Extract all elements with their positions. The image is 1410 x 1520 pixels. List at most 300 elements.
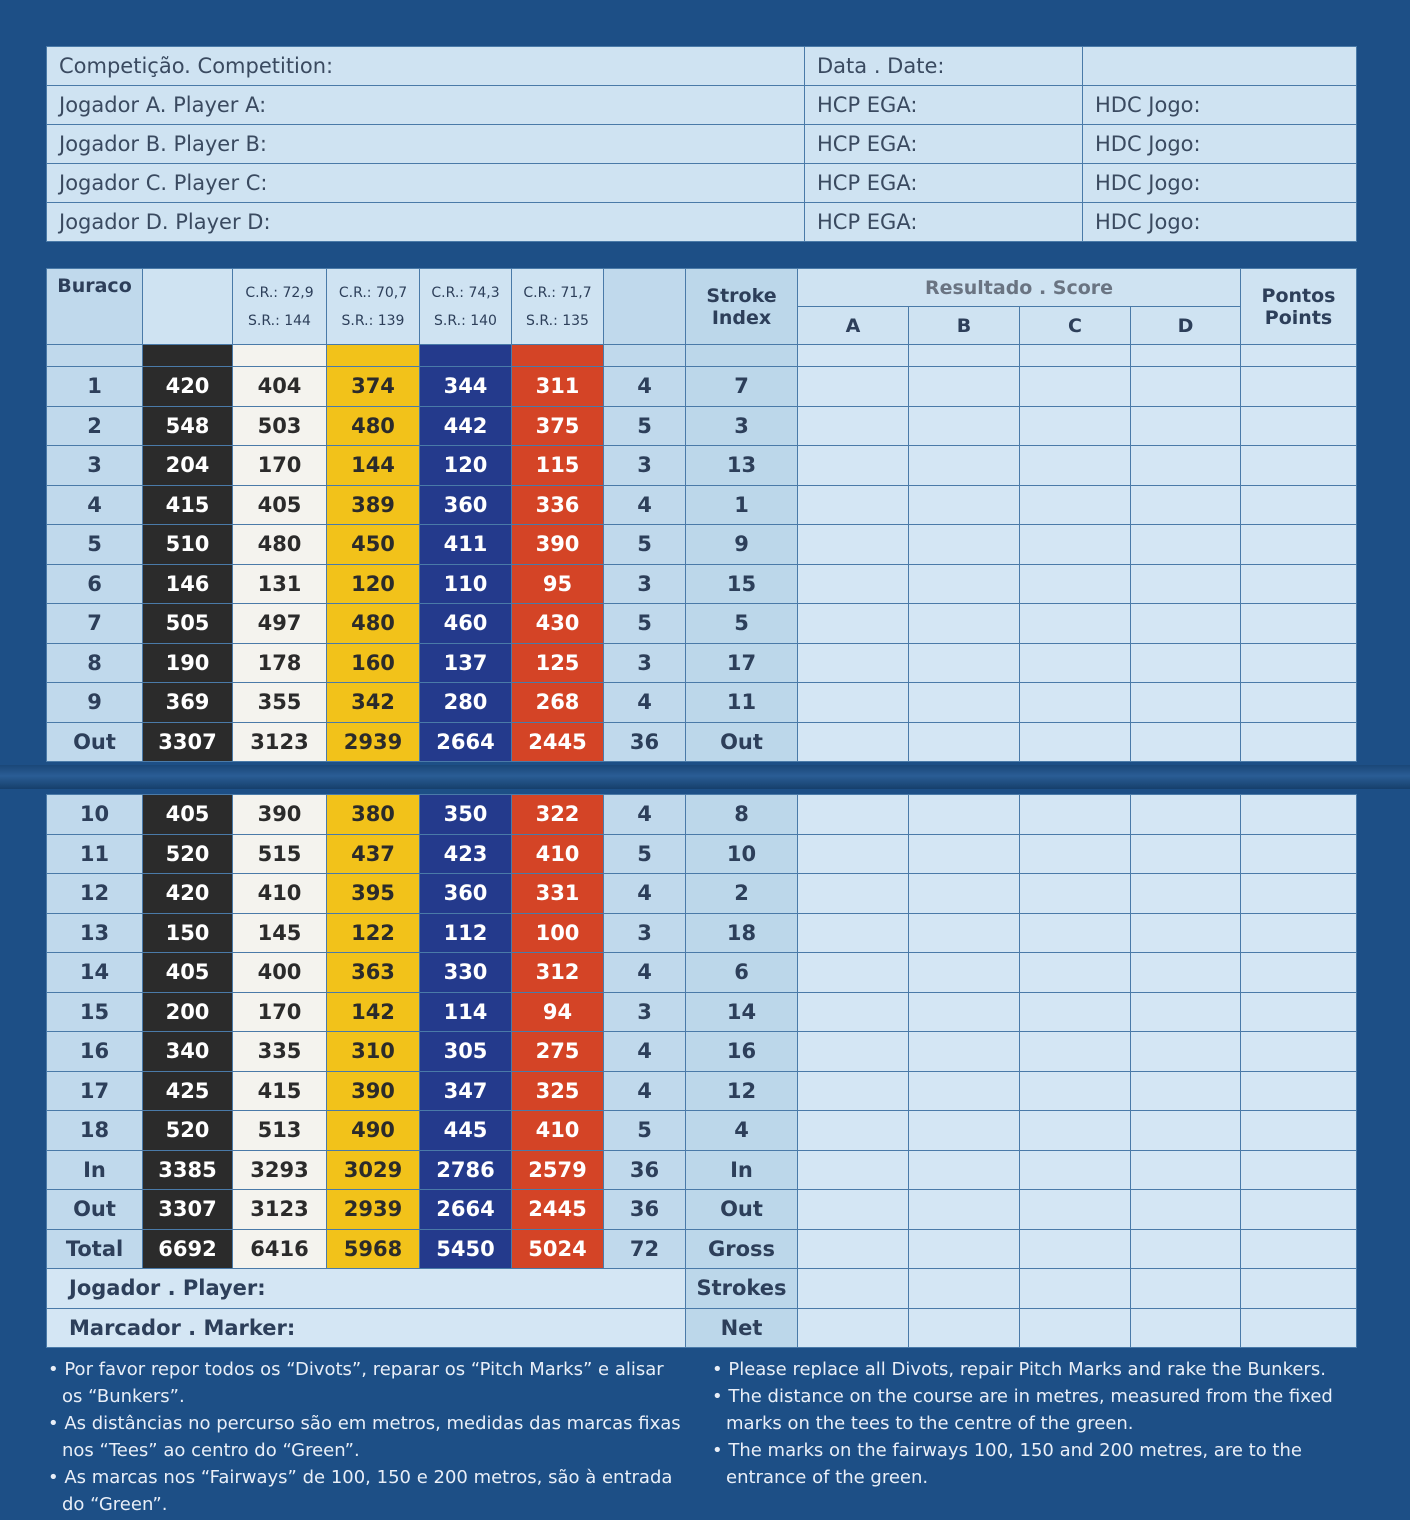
yellow-tee-distance: 450 [327,525,420,565]
score-cell-player-c[interactable] [1020,1111,1131,1151]
white-tee-distance: 6416 [233,1229,327,1269]
par-value: 36 [604,1190,686,1230]
score-cell-player-d[interactable] [1131,367,1241,407]
points-cell[interactable] [1241,1229,1357,1269]
player-a-hdc-field[interactable]: HDC Jogo: [1083,86,1357,125]
score-cell-player-d[interactable] [1131,834,1241,874]
points-cell[interactable] [1241,722,1357,762]
score-cell-player-c[interactable] [1020,643,1131,683]
hole-row [47,406,1357,446]
score-cell-player-c[interactable] [1020,1071,1131,1111]
points-cell[interactable] [1241,525,1357,565]
blue-tee-distance: 360 [420,874,512,914]
par-value: 36 [604,1150,686,1190]
white-tee-distance: 503 [233,406,327,446]
red-tee-distance: 311 [512,367,604,407]
hole-row [47,992,1357,1032]
score-cell-player-a[interactable] [798,1229,909,1269]
score-cell-player-b[interactable] [909,953,1020,993]
total-cell-player-a[interactable] [798,1308,909,1348]
player-signature-field[interactable]: Jogador . Player: [47,1269,686,1309]
points-cell[interactable] [1241,1190,1357,1230]
tee-yellow-sr: S.R.: 139 [341,312,405,329]
score-cell-player-c[interactable] [1020,1150,1131,1190]
black-tee-distance: 420 [143,874,233,914]
total-cell-player-b[interactable] [909,1308,1020,1348]
score-cell-player-c[interactable] [1020,913,1131,953]
white-tee-distance: 513 [233,1111,327,1151]
white-tee-distance: 497 [233,604,327,644]
score-cell-player-b[interactable] [909,1229,1020,1269]
score-cell-player-d[interactable] [1131,953,1241,993]
signature-row [47,1269,1357,1309]
black-tee-distance: 200 [143,992,233,1032]
hole-row [47,913,1357,953]
score-cell-player-d[interactable] [1131,722,1241,762]
points-cell[interactable] [1241,992,1357,1032]
yellow-tee-distance: 2939 [327,722,420,762]
score-cell-player-b[interactable] [909,1190,1020,1230]
points-cell[interactable] [1241,683,1357,723]
points-header [1241,269,1357,345]
black-tee-distance: 425 [143,1071,233,1111]
hole-number: 15 [47,992,143,1032]
white-tee-distance: 415 [233,1071,327,1111]
black-tee-distance: 505 [143,604,233,644]
score-cell-player-a[interactable] [798,722,909,762]
strokes-label: Strokes [686,1269,798,1309]
stroke-index-label-2: Index [711,306,772,329]
swatch-empty [1131,345,1241,367]
swatch-empty [1241,345,1357,367]
score-player-a-header: A [798,307,909,345]
yellow-tee-distance: 120 [327,564,420,604]
marker-signature-field[interactable]: Marcador . Marker: [47,1308,686,1348]
total-cell-player-c[interactable] [1020,1308,1131,1348]
red-tee-distance: 322 [512,795,604,835]
points-cell[interactable] [1241,643,1357,683]
hole-row [47,1150,1357,1190]
player-d-field[interactable]: Jogador D. Player D: [47,203,805,242]
score-cell-player-d[interactable] [1131,992,1241,1032]
black-tee-distance: 405 [143,795,233,835]
red-tee-distance: 5024 [512,1229,604,1269]
yellow-tee-distance: 5968 [327,1229,420,1269]
score-cell-player-b[interactable] [909,834,1020,874]
score-cell-player-c[interactable] [1020,795,1131,835]
score-cell-player-b[interactable] [909,446,1020,486]
score-cell-player-a[interactable] [798,1190,909,1230]
score-cell-player-c[interactable] [1020,604,1131,644]
points-cell[interactable] [1241,604,1357,644]
score-cell-player-c[interactable] [1020,834,1131,874]
score-cell-player-a[interactable] [798,485,909,525]
score-cell-player-d[interactable] [1131,1071,1241,1111]
hole-row [47,1111,1357,1151]
points-cell[interactable] [1241,485,1357,525]
stroke-index-value: Out [686,722,798,762]
score-cell-player-a[interactable] [798,604,909,644]
black-tee-distance: 520 [143,1111,233,1151]
hole-row [47,1032,1357,1072]
score-cell-player-b[interactable] [909,367,1020,407]
yellow-tee-distance: 390 [327,1071,420,1111]
score-cell-player-d[interactable] [1131,795,1241,835]
hole-row [47,564,1357,604]
points-cell[interactable] [1241,1150,1357,1190]
score-cell-player-b[interactable] [909,992,1020,1032]
blue-tee-distance: 5450 [420,1229,512,1269]
score-cell-player-c[interactable] [1020,1229,1131,1269]
red-tee-distance: 100 [512,913,604,953]
total-cell-player-c[interactable] [1020,1269,1131,1309]
swatch-empty [604,345,686,367]
par-value: 72 [604,1229,686,1269]
score-cell-player-c[interactable] [1020,992,1131,1032]
total-cell-player-b[interactable] [909,1269,1020,1309]
note-item: • As distâncias no percurso são em metros, medidas das marcas fixas nos “Tees” ao centro do “Green”. [48,1413,681,1461]
note-item: • Por favor repor todos os “Divots”, reparar os “Pitch Marks” e alisar os “Bunkers”. [48,1359,664,1407]
par-value: 5 [604,1111,686,1151]
score-cell-player-b[interactable] [909,1150,1020,1190]
score-cell-player-c[interactable] [1020,1032,1131,1072]
hole-number: 17 [47,1071,143,1111]
score-cell-player-a[interactable] [798,795,909,835]
stroke-index-value: 13 [686,446,798,486]
player-info-table [46,46,1357,242]
points-cell[interactable] [1241,953,1357,993]
hole-row [47,834,1357,874]
black-tee-distance: 150 [143,913,233,953]
red-tee-distance: 268 [512,683,604,723]
score-cell-player-a[interactable] [798,1071,909,1111]
score-cell-player-b[interactable] [909,683,1020,723]
white-tee-distance: 335 [233,1032,327,1072]
blue-tee-distance: 344 [420,367,512,407]
score-cell-player-c[interactable] [1020,564,1131,604]
blue-tee-distance: 350 [420,795,512,835]
black-tee-distance: 3307 [143,1190,233,1230]
hole-number: 18 [47,1111,143,1151]
par-value: 4 [604,485,686,525]
yellow-tee-distance: 342 [327,683,420,723]
score-cell-player-c[interactable] [1020,446,1131,486]
white-tee-distance: 145 [233,913,327,953]
player-b-hdc-field[interactable]: HDC Jogo: [1083,125,1357,164]
red-tee-distance: 2445 [512,1190,604,1230]
red-tee-distance: 325 [512,1071,604,1111]
black-tee-distance: 415 [143,485,233,525]
score-player-c-header: C [1020,307,1131,345]
white-tee-distance: 515 [233,834,327,874]
red-tee-swatch [512,345,604,367]
score-cell-player-b[interactable] [909,795,1020,835]
score-cell-player-b[interactable] [909,1071,1020,1111]
score-cell-player-a[interactable] [798,874,909,914]
yellow-tee-distance: 374 [327,367,420,407]
hole-number: 5 [47,525,143,565]
par-value: 5 [604,834,686,874]
points-cell[interactable] [1241,1071,1357,1111]
total-points-cell[interactable] [1241,1269,1357,1309]
swatch-empty [686,345,798,367]
score-cell-player-d[interactable] [1131,1229,1241,1269]
stroke-index-header [686,269,798,345]
hole-number: Total [47,1229,143,1269]
score-cell-player-c[interactable] [1020,525,1131,565]
score-cell-player-d[interactable] [1131,1032,1241,1072]
score-cell-player-b[interactable] [909,1032,1020,1072]
stroke-index-label-1: Stroke [706,284,777,307]
stroke-index-value: 12 [686,1071,798,1111]
blue-tee-distance: 423 [420,834,512,874]
notes-portuguese [48,1356,688,1518]
hole-row [47,1190,1357,1230]
score-cell-player-d[interactable] [1131,643,1241,683]
blue-tee-swatch [420,345,512,367]
score-cell-player-a[interactable] [798,564,909,604]
red-tee-distance: 336 [512,485,604,525]
score-cell-player-b[interactable] [909,913,1020,953]
points-cell[interactable] [1241,1032,1357,1072]
tee-color-swatch-row [47,345,1357,367]
swatch-empty [1020,345,1131,367]
score-cell-player-b[interactable] [909,564,1020,604]
red-tee-distance: 430 [512,604,604,644]
hole-row [47,874,1357,914]
hole-number: 6 [47,564,143,604]
points-cell[interactable] [1241,795,1357,835]
hole-row [47,795,1357,835]
white-tee-distance: 410 [233,874,327,914]
score-header: Resultado . Score [798,269,1241,307]
white-tee-distance: 178 [233,643,327,683]
red-tee-distance: 125 [512,643,604,683]
stroke-index-value: 8 [686,795,798,835]
score-cell-player-b[interactable] [909,525,1020,565]
par-value: 3 [604,564,686,604]
white-tee-distance: 355 [233,683,327,723]
score-cell-player-a[interactable] [798,683,909,723]
points-cell[interactable] [1241,913,1357,953]
points-cell[interactable] [1241,874,1357,914]
points-cell[interactable] [1241,834,1357,874]
blue-tee-distance: 330 [420,953,512,993]
score-cell-player-a[interactable] [798,953,909,993]
hole-number: 10 [47,795,143,835]
score-cell-player-a[interactable] [798,525,909,565]
points-cell[interactable] [1241,564,1357,604]
total-cell-player-a[interactable] [798,1269,909,1309]
player-d-hcp-field[interactable]: HCP EGA: [805,203,1083,242]
player-a-field[interactable]: Jogador A. Player A: [47,86,805,125]
hole-row [47,446,1357,486]
red-tee-distance: 2445 [512,722,604,762]
stroke-index-value: In [686,1150,798,1190]
stroke-index-value: Gross [686,1229,798,1269]
date-field[interactable]: Data . Date: [805,47,1083,86]
blue-tee-distance: 460 [420,604,512,644]
yellow-tee-distance: 310 [327,1032,420,1072]
player-c-field[interactable]: Jogador C. Player C: [47,164,805,203]
stroke-index-value: Out [686,1190,798,1230]
hole-number: Out [47,1190,143,1230]
hole-row [47,485,1357,525]
score-cell-player-d[interactable] [1131,1111,1241,1151]
red-tee-distance: 410 [512,1111,604,1151]
stroke-index-value: 2 [686,874,798,914]
score-cell-player-d[interactable] [1131,874,1241,914]
score-cell-player-b[interactable] [909,874,1020,914]
red-tee-distance: 331 [512,874,604,914]
note-item: • Please replace all Divots, repair Pitch Marks and rake the Bunkers. [712,1359,1326,1380]
red-tee-distance: 115 [512,446,604,486]
player-b-hcp-field[interactable]: HCP EGA: [805,125,1083,164]
hole-row [47,525,1357,565]
score-cell-player-c[interactable] [1020,722,1131,762]
score-cell-player-d[interactable] [1131,683,1241,723]
score-cell-player-b[interactable] [909,643,1020,683]
white-tee-distance: 404 [233,367,327,407]
tee-blue-sr: S.R.: 140 [434,312,497,329]
score-cell-player-a[interactable] [798,406,909,446]
hole-number: In [47,1150,143,1190]
red-tee-distance: 312 [512,953,604,993]
score-cell-player-a[interactable] [798,367,909,407]
par-value: 3 [604,992,686,1032]
red-tee-distance: 390 [512,525,604,565]
yellow-tee-distance: 389 [327,485,420,525]
hole-row [47,953,1357,993]
date-value-field[interactable] [1083,47,1357,86]
competition-field[interactable]: Competição. Competition: [47,47,805,86]
score-cell-player-a[interactable] [798,1032,909,1072]
score-cell-player-d[interactable] [1131,564,1241,604]
notes-english [712,1356,1362,1491]
player-row [47,86,1357,125]
player-c-hdc-field[interactable]: HDC Jogo: [1083,164,1357,203]
player-a-hcp-field[interactable]: HCP EGA: [805,86,1083,125]
score-player-b-header: B [909,307,1020,345]
stroke-index-value: 17 [686,643,798,683]
points-cell[interactable] [1241,367,1357,407]
white-tee-distance: 3293 [233,1150,327,1190]
yellow-tee-swatch [327,345,420,367]
score-cell-player-d[interactable] [1131,525,1241,565]
score-cell-player-a[interactable] [798,643,909,683]
blue-tee-distance: 2664 [420,722,512,762]
black-tee-distance: 420 [143,367,233,407]
score-cell-player-d[interactable] [1131,604,1241,644]
front-nine-table [46,268,1357,762]
player-c-hcp-field[interactable]: HCP EGA: [805,164,1083,203]
score-cell-player-d[interactable] [1131,913,1241,953]
swatch-empty [909,345,1020,367]
player-d-hdc-field[interactable]: HDC Jogo: [1083,203,1357,242]
black-tee-distance: 6692 [143,1229,233,1269]
total-points-cell[interactable] [1241,1308,1357,1348]
score-cell-player-d[interactable] [1131,1190,1241,1230]
score-cell-player-a[interactable] [798,1150,909,1190]
score-cell-player-d[interactable] [1131,446,1241,486]
score-cell-player-b[interactable] [909,722,1020,762]
score-cell-player-a[interactable] [798,834,909,874]
points-cell[interactable] [1241,1111,1357,1151]
par-value: 4 [604,1032,686,1072]
yellow-tee-distance: 160 [327,643,420,683]
score-cell-player-d[interactable] [1131,406,1241,446]
black-tee-distance: 369 [143,683,233,723]
points-cell[interactable] [1241,406,1357,446]
player-row [47,203,1357,242]
blue-tee-distance: 442 [420,406,512,446]
par-value: 4 [604,953,686,993]
hole-row [47,643,1357,683]
tee-yellow-header [327,269,420,345]
stroke-index-value: 1 [686,485,798,525]
tee-red-cr: C.R.: 71,7 [523,284,592,301]
stroke-index-value: 3 [686,406,798,446]
score-cell-player-a[interactable] [798,1111,909,1151]
hole-number: 8 [47,643,143,683]
score-cell-player-b[interactable] [909,406,1020,446]
blue-tee-distance: 120 [420,446,512,486]
stroke-index-value: 10 [686,834,798,874]
score-cell-player-c[interactable] [1020,683,1131,723]
yellow-tee-distance: 3029 [327,1150,420,1190]
hole-number: 13 [47,913,143,953]
par-value: 3 [604,446,686,486]
black-tee-distance: 3307 [143,722,233,762]
tee-blue-header [420,269,512,345]
total-cell-player-d[interactable] [1131,1269,1241,1309]
points-cell[interactable] [1241,446,1357,486]
hole-number: 7 [47,604,143,644]
score-cell-player-c[interactable] [1020,485,1131,525]
score-cell-player-b[interactable] [909,485,1020,525]
score-cell-player-d[interactable] [1131,485,1241,525]
score-cell-player-c[interactable] [1020,406,1131,446]
player-b-field[interactable]: Jogador B. Player B: [47,125,805,164]
hole-number: 9 [47,683,143,723]
score-cell-player-a[interactable] [798,992,909,1032]
score-cell-player-c[interactable] [1020,953,1131,993]
black-tee-distance: 204 [143,446,233,486]
par-value: 3 [604,643,686,683]
par-value: 4 [604,874,686,914]
score-cell-player-b[interactable] [909,1111,1020,1151]
yellow-tee-distance: 142 [327,992,420,1032]
white-tee-distance: 480 [233,525,327,565]
black-tee-distance: 3385 [143,1150,233,1190]
player-row [47,125,1357,164]
hole-number: 3 [47,446,143,486]
score-cell-player-a[interactable] [798,446,909,486]
score-player-d-header: D [1131,307,1241,345]
score-cell-player-c[interactable] [1020,874,1131,914]
hole-number: 4 [47,485,143,525]
white-tee-distance: 170 [233,446,327,486]
score-cell-player-c[interactable] [1020,367,1131,407]
score-cell-player-d[interactable] [1131,1150,1241,1190]
hole-number: Out [47,722,143,762]
total-cell-player-d[interactable] [1131,1308,1241,1348]
score-cell-player-a[interactable] [798,913,909,953]
score-cell-player-c[interactable] [1020,1190,1131,1230]
score-cell-player-b[interactable] [909,604,1020,644]
white-tee-distance: 400 [233,953,327,993]
yellow-tee-distance: 144 [327,446,420,486]
